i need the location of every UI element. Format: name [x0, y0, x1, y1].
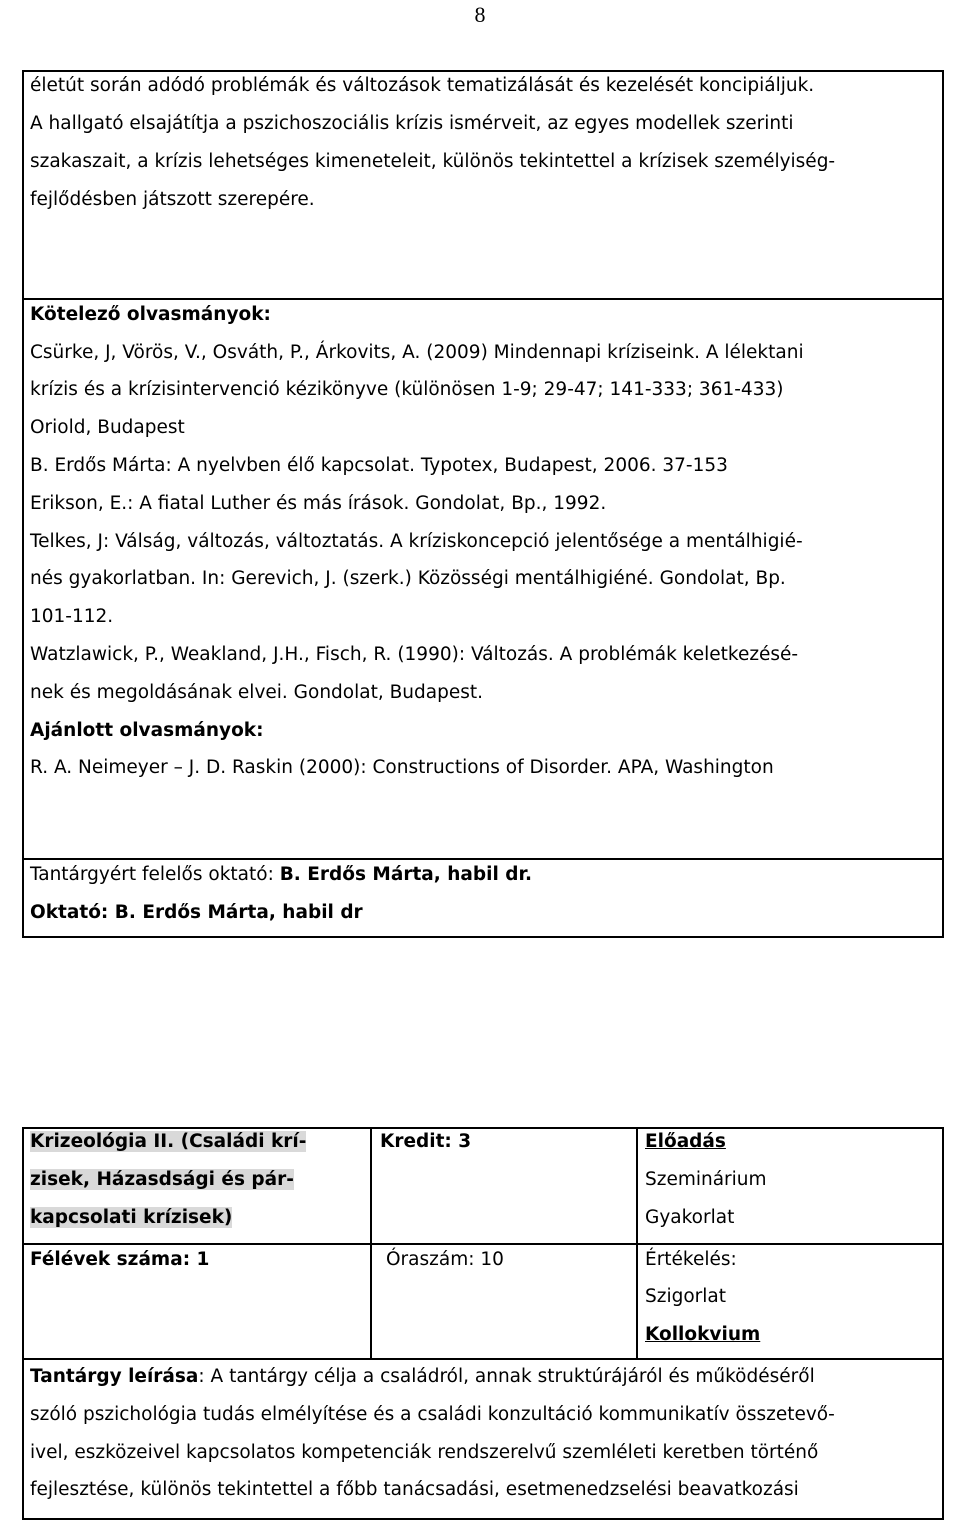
reading-line: B. Erdős Márta: A nyelvben élő kapcsolat. Typotex, Budapest, 2006. 37-153 — [30, 455, 728, 476]
description-line: szóló pszichológia tudás elmélyítése és a családi konzultáció kommunikatív összetevő- — [30, 1404, 835, 1425]
reading-line: Erikson, E.: A fiatal Luther és más írások. Gondolat, Bp., 1992. — [30, 493, 607, 514]
reading-line: Watzlawick, P., Weakland, J.H., Fisch, R. (1990): Változás. A problémák keletkezésé- — [30, 644, 799, 665]
hours: Óraszám: 10 — [386, 1249, 504, 1270]
page-number: 8 — [474, 2, 486, 27]
description-line: ivel, eszközeivel kapcsolatos kompetenciák rendszerelvű szemléleti keretben történő — [30, 1442, 819, 1463]
format-option: Szeminárium — [645, 1169, 767, 1190]
table-row-divider — [22, 1358, 944, 1360]
intro-line: életút során adódó problémák és változások tematizálását és kezelését koncipiáljuk. — [30, 75, 815, 96]
divider-responsible — [22, 858, 944, 860]
format-option: Gyakorlat — [645, 1207, 735, 1228]
format-selected: Előadás — [645, 1131, 726, 1152]
intro-line: szakaszait, a krízis lehetséges kimeneteleit, különös tekintettel a krízisek személyiség- — [30, 151, 836, 172]
reading-line: 101-112. — [30, 606, 114, 627]
description-line: fejlesztése, különös tekintettel a főbb tanácsadási, esetmenedzselési beavatkozási — [30, 1479, 799, 1500]
table-col-divider — [370, 1127, 372, 1360]
reading-line: nés gyakorlatban. In: Gerevich, J. (szerk.) Közösségi mentálhigiéné. Gondolat, Bp. — [30, 568, 786, 589]
reading-line: nek és megoldásának elvei. Gondolat, Budapest. — [30, 682, 483, 703]
course-title-line — [30, 1206, 232, 1230]
table-col-divider — [636, 1127, 638, 1360]
description-label: Tantárgy leírása — [30, 1366, 199, 1387]
credit: Kredit: 3 — [380, 1131, 472, 1152]
course-title-part: kapcsolati krízisek) — [30, 1207, 233, 1228]
reading-line: Telkes, J: Válság, változás, változtatás. A kríziskoncepció jelentősége a mentálhigié- — [30, 531, 803, 552]
course-title-line — [30, 1168, 294, 1192]
required-readings-heading: Kötelező olvasmányok: — [30, 304, 271, 325]
course-title-line — [30, 1130, 306, 1154]
divider-readings — [22, 298, 944, 300]
description-text: : A tantárgy célja a családról, annak struktúrájáról és működéséről — [198, 1366, 815, 1387]
recommended-readings-heading: Ajánlott olvasmányok: — [30, 720, 264, 741]
intro-line: fejlődésben játszott szerepére. — [30, 189, 315, 210]
reading-line: Csürke, J, Vörös, V., Osváth, P., Árkovits, A. (2009) Mindennapi kríziseink. A lélektani — [30, 342, 804, 363]
instructor-line: Oktató: B. Erdős Márta, habil dr — [30, 902, 363, 923]
course-title-part: Krizeológia II. (Családi krí- — [30, 1131, 307, 1152]
responsible-label: Tantárgyért felelős oktató: — [30, 864, 280, 885]
reading-line: R. A. Neimeyer – J. D. Raskin (2000): Constructions of Disorder. APA, Washington — [30, 757, 774, 778]
evaluation-label: Értékelés: — [645, 1249, 737, 1270]
evaluation-selected: Kollokvium — [645, 1324, 761, 1345]
description-line — [30, 1365, 815, 1389]
responsible-name: B. Erdős Márta, habil dr. — [279, 864, 533, 885]
intro-line: A hallgató elsajátítja a pszichoszociális krízis ismérveit, az egyes modellek szerinti — [30, 113, 794, 134]
semesters: Félévek száma: 1 — [30, 1249, 210, 1270]
responsible-instructor — [30, 863, 532, 887]
evaluation-option: Szigorlat — [645, 1286, 726, 1307]
table-row-divider — [22, 1243, 944, 1245]
course-title-part: zisek, Házasdsági és pár- — [30, 1169, 294, 1190]
reading-line: krízis és a krízisintervenció kézikönyve (különösen 1-9; 29-47; 141-333; 361-433) — [30, 379, 784, 400]
reading-line: Oriold, Budapest — [30, 417, 185, 438]
